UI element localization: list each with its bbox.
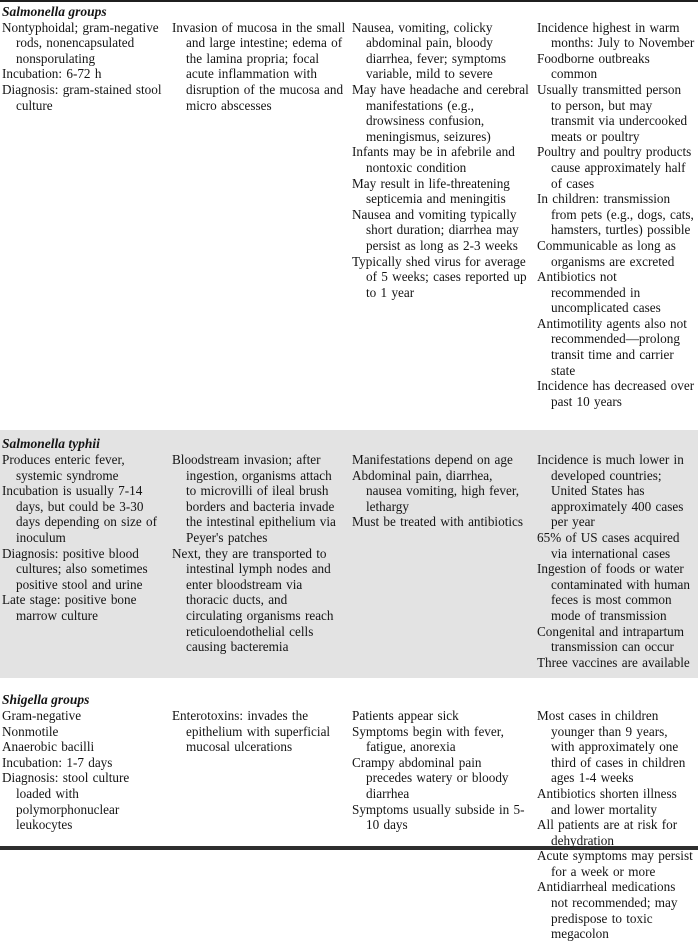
table-entry: Nausea, vomiting, colicky abdominal pain, bloody diarrhea, fever; symptoms variable, mild to severe bbox=[352, 19, 507, 82]
column-organism-characteristics bbox=[2, 452, 172, 624]
column-pathophysiology bbox=[172, 20, 352, 114]
table-entry: Nonmotile bbox=[2, 723, 59, 739]
section-columns bbox=[2, 20, 698, 410]
table-entry: Diagnosis: positive blood cultures; also sometimes positive stool and urine bbox=[2, 545, 148, 592]
table-entry: Incubation: 6-72 h bbox=[2, 66, 102, 82]
table-entry: Congenital and intrapartum transmission can occur bbox=[537, 623, 685, 655]
table-entry: Three vaccines are available bbox=[537, 654, 690, 670]
table-entry: Next, they are transported to intestinal lymph nodes and enter bloodstream via thoracic ducts, and circulating organisms reach reticuloendothelial cells causing bacteremia bbox=[172, 545, 334, 655]
table-entry: Invasion of mucosa in the small and large intestine; edema of the lamina propria; focal acute inflammation with disruption of the mucosa and micro abscesses bbox=[172, 19, 346, 113]
table-entry: Typically shed virus for average of 5 weeks; cases reported up to 1 year bbox=[352, 253, 527, 300]
column-pathophysiology bbox=[172, 708, 352, 755]
section-shigella-groups bbox=[0, 690, 698, 946]
section-columns bbox=[2, 452, 698, 670]
table-entry: May have headache and cerebral manifestations (e.g., drowsiness confusion, meningismus, seizures) bbox=[352, 81, 529, 144]
table-entry: Patients appear sick bbox=[352, 707, 459, 723]
table-entry: Acute symptoms may persist for a week or more bbox=[537, 848, 693, 879]
table-entry: Must be treated with antibiotics bbox=[352, 514, 524, 530]
table-entry: Nausea and vomiting typically short duration; diarrhea may persist as long as 2-3 weeks bbox=[352, 206, 519, 253]
table-entry: Antidiarrheal medications not recommended; may predispose to toxic megacolon bbox=[537, 879, 678, 942]
table-entry: Gram-negative bbox=[2, 707, 82, 723]
table-entry: Antibiotics not recommended in uncomplicated cases bbox=[537, 269, 661, 316]
table-entry: Produces enteric fever, systemic syndrome bbox=[2, 452, 125, 483]
section-header-shigella-groups: Shigella groups bbox=[2, 692, 90, 708]
column-pathophysiology bbox=[172, 452, 352, 655]
table-entry: Antimotility agents also not recommended—prolong transit time and carrier state bbox=[537, 315, 687, 378]
table-entry: Incubation is usually 7-14 days, but could be 3-30 days depending on size of inoculum bbox=[2, 483, 157, 545]
section-salmonella-groups bbox=[0, 2, 698, 413]
table-entry: Symptoms usually subside in 5-10 days bbox=[352, 801, 525, 833]
table-entry: Bloodstream invasion; after ingestion, organisms attach to microvilli of ileal brush borders and bacteria invade the intestinal epithelium via Peyer's patches bbox=[172, 452, 336, 545]
table-entry: Late stage: positive bone marrow culture bbox=[2, 592, 137, 623]
table-entry: Antibiotics shorten illness and lower mortality bbox=[537, 785, 677, 817]
table-entry: Diagnosis: gram-stained stool culture bbox=[2, 81, 162, 113]
column-epidemiology-treatment bbox=[537, 452, 696, 670]
table-entry: Nontyphoidal; gram-negative rods, nonencapsulated nonsporulating bbox=[2, 19, 159, 66]
table-entry: Incidence is much lower in developed countries; United States has approximately 400 cases per year bbox=[537, 452, 684, 530]
column-epidemiology-treatment bbox=[537, 20, 696, 410]
table-entry: Foodborne outbreaks common bbox=[537, 50, 650, 82]
table-entry: Poultry and poultry products cause approximately half of cases bbox=[537, 144, 692, 191]
column-clinical-manifestations bbox=[352, 452, 537, 530]
table-entry: Incidence has decreased over past 10 years bbox=[537, 378, 695, 409]
table-entry: Communicable as long as organisms are excreted bbox=[537, 237, 676, 269]
table-entry: In children: transmission from pets (e.g., dogs, cats, hamsters, turtles) possible bbox=[537, 191, 694, 238]
table-entry: All patients are at risk for dehydration bbox=[537, 817, 678, 848]
section-header-salmonella-groups: Salmonella groups bbox=[2, 4, 107, 19]
column-organism-characteristics bbox=[2, 20, 172, 114]
column-epidemiology-treatment bbox=[537, 708, 696, 942]
table-entry: Symptoms begin with fever, fatigue, anorexia bbox=[352, 723, 504, 755]
table-entry: Enterotoxins: invades the epithelium with superficial mucosal ulcerations bbox=[172, 707, 331, 755]
table-entry: May result in life-threatening septicemia and meningitis bbox=[352, 175, 510, 207]
section-header-salmonella-typhii: Salmonella typhii bbox=[2, 436, 100, 452]
section-columns bbox=[2, 708, 698, 942]
section-salmonella-typhii bbox=[0, 430, 698, 678]
table-entry: Incidence highest in warm months: July to November bbox=[537, 19, 695, 51]
table-entry: Crampy abdominal pain precedes watery or bloody diarrhea bbox=[352, 754, 509, 801]
table-entry: Manifestations depend on age bbox=[352, 452, 513, 468]
table-entry: Most cases in children younger than 9 years, with approximately one third of cases in children ages 1-4 weeks bbox=[537, 707, 686, 786]
table-entry: 65% of US cases acquired via international cases bbox=[537, 530, 680, 561]
column-organism-characteristics bbox=[2, 708, 172, 833]
table-entry: Ingestion of foods or water contaminated with human feces is most common mode of transmission bbox=[537, 561, 690, 623]
table-entry: Infants may be in afebrile and nontoxic condition bbox=[352, 144, 515, 175]
table-entry: Abdominal pain, diarrhea, nausea vomiting, high fever, lethargy bbox=[352, 467, 519, 514]
table-entry: Incubation: 1-7 days bbox=[2, 754, 113, 770]
table-entry: Usually transmitted person to person, but may transmit via undercooked meats or poultry bbox=[537, 81, 688, 144]
table-entry: Diagnosis: stool culture loaded with polymorphonuclear leukocytes bbox=[2, 770, 130, 833]
column-clinical-manifestations bbox=[352, 20, 537, 301]
column-clinical-manifestations bbox=[352, 708, 537, 833]
table-entry: Anaerobic bacilli bbox=[2, 739, 95, 755]
